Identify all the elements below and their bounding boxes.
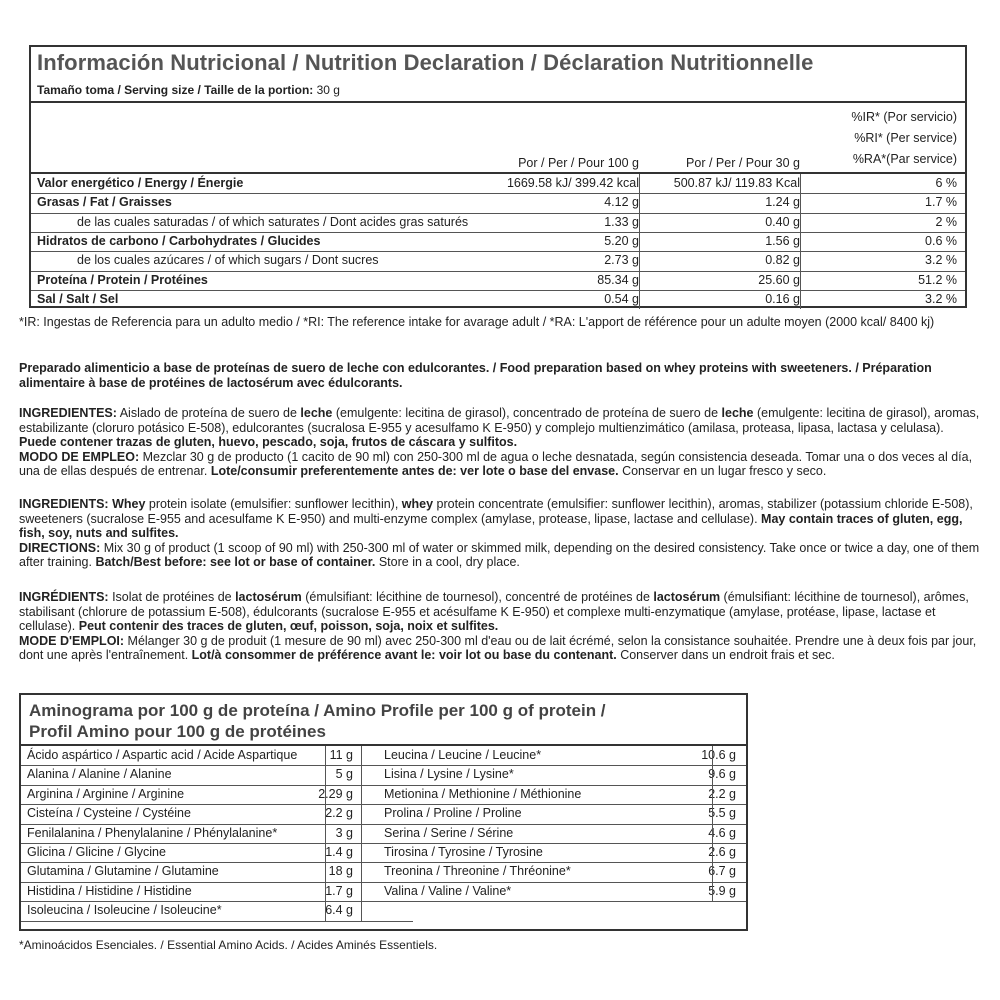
reference-intake-note: *IR: Ingestas de Referencia para un adulto medio / *RI: The reference intake for avarage adult / *RA: L'apport de référence pour un adulte moyen (2000 kcal/ 8400 kj) <box>19 315 935 329</box>
nutrient-per-100g: 1.33 g <box>604 214 639 229</box>
es-allergen-warning: Puede contener trazas de gluten, huevo, pescado, soja, frutos de cáscara y sulfitos. <box>19 435 518 449</box>
english-section <box>19 497 981 570</box>
header-divider <box>31 101 965 103</box>
amino-acid-name: Leucina / Leucine / Leucine* <box>384 748 542 762</box>
nutrient-ri: 6 % <box>935 176 957 190</box>
en-directions-label: DIRECTIONS: <box>19 540 101 555</box>
amino-acid-value: 6.7 g <box>708 864 736 879</box>
amino-acid-name: Arginina / Arginine / Arginine <box>27 786 185 801</box>
nutrient-per-100g: 0.54 g <box>604 291 639 306</box>
nutrient-per-30g: 1.56 g <box>765 233 800 248</box>
es-batch-text: Lote/consumir preferentemente antes de: ver lote o base del envase. <box>210 464 619 478</box>
serving-value: 30 g <box>316 83 340 97</box>
sep-100g <box>639 174 640 309</box>
col-header-30g: Por / Per / Pour 30 g <box>686 156 800 170</box>
amino-acid-name: Isoleucina / Isoleucine / Isoleucine* <box>27 903 222 918</box>
es-ing-allergen-2: leche <box>721 406 754 420</box>
fr-batch-text: Lot/à consommer de préférence avant le: voir lot ou base du contenant. <box>191 648 617 662</box>
nutrient-ri: 0.6 % <box>925 233 957 248</box>
ri-header-fr: %RA*(Par service) <box>852 152 957 166</box>
es-ingredients-label: INGREDIENTES: <box>19 406 117 420</box>
amino-acid-value: 9.6 g <box>708 767 736 782</box>
amino-acid-value: 1.4 g <box>325 845 353 859</box>
amino-title <box>29 700 606 742</box>
amino-sep-right-value <box>712 746 713 901</box>
es-ing-text-e: (emulgente: lecitina de girasol), aromas, estabilizante (cloruro potásico E-508), edulcorantes (sucralosa E-955 y acesulfamo K E-950) y complejo multienzimático (amilasa, proteasa, lipasa, lactasa y celulasa). <box>19 406 980 435</box>
nutrient-ri: 3.2 % <box>925 253 957 268</box>
en-ingredients-label: INGREDIENTS: <box>19 497 109 511</box>
amino-title-line-1: Aminograma por 100 g de proteína / Amino Profile per 100 g of protein / <box>29 701 606 720</box>
amino-acid-name: Ácido aspártico / Aspartic acid / Acide Aspartique <box>27 748 298 762</box>
nutrient-ri: 1.7 % <box>925 195 957 210</box>
amino-title-line-2: Profil Amino pour 100 g de protéines <box>29 722 326 741</box>
en-ing-allergen-1: Whey <box>112 497 146 511</box>
amino-acid-name: Glicina / Glicine / Glycine <box>27 845 166 859</box>
fr-storage-text: Conserver dans un endroit frais et sec. <box>616 648 835 662</box>
preparation-description <box>19 361 981 390</box>
amino-row-divider <box>361 901 746 902</box>
amino-acid-value: 1.7 g <box>325 883 353 898</box>
columns-divider <box>31 172 965 174</box>
en-storage-text: Store in a cool, dry place. <box>375 555 520 569</box>
ri-header-es: %IR* (Por servicio) <box>851 110 957 124</box>
amino-acid-value: 3 g <box>335 825 353 840</box>
amino-acid-name: Valina / Valine / Valine* <box>384 883 512 898</box>
amino-acid-value: 2.29 g <box>318 786 353 801</box>
amino-acid-value: 5.5 g <box>708 806 736 821</box>
amino-acid-value: 5.9 g <box>708 883 736 898</box>
nutrient-label: de las cuales saturadas / of which saturates / Dont acides gras saturés <box>77 214 469 229</box>
amino-header-divider <box>21 744 746 746</box>
nutrient-per-100g: 1669.58 kJ/ 399.42 kcal <box>506 176 639 190</box>
sep-30g <box>800 174 801 309</box>
es-ing-text-c: (emulgente: lecitina de girasol), concentrado de proteína de suero de <box>332 406 722 420</box>
amino-acid-name: Prolina / Proline / Proline <box>384 806 522 821</box>
amino-acid-value: 6.4 g <box>325 903 353 918</box>
essential-amino-note: *Aminoácidos Esenciales. / Essential Amino Acids. / Acides Aminés Essentiels. <box>19 938 438 952</box>
spanish-section <box>19 406 981 479</box>
nutrient-per-100g: 4.12 g <box>604 195 639 210</box>
en-batch-text: Batch/Best before: see lot or base of container. <box>95 555 376 569</box>
amino-acid-name: Serina / Serine / Sérine <box>384 825 514 840</box>
es-ing-allergen-1: leche <box>300 406 333 420</box>
nutrient-label: Proteína / Protein / Protéines <box>37 272 208 287</box>
amino-acid-value: 2.2 g <box>325 806 353 821</box>
row-divider <box>31 290 965 291</box>
fr-ing-allergen-2: lactosérum <box>653 590 721 604</box>
es-storage-text: Conservar en un lugar fresco y seco. <box>618 464 827 478</box>
nutrient-label: de los cuales azúcares / of which sugars / Dont sucres <box>77 253 379 268</box>
nutrient-per-30g: 25.60 g <box>758 272 800 287</box>
en-directions-text: Mix 30 g of product (1 scoop of 90 ml) with 250-300 ml of water or skimmed milk, depending on the desired consistency. Take once or twice a day, one of them after training. <box>19 540 980 569</box>
amino-acid-name: Glutamina / Glutamine / Glutamine <box>27 864 219 879</box>
en-ing-allergen-2: whey <box>401 497 434 511</box>
preparation-text: Preparado alimenticio a base de proteínas de suero de leche con edulcorantes. / Food preparation based on whey proteins with sweeteners. / Préparation alimentaire à base de protéines de lactosérum avec édulcorants. <box>19 361 932 390</box>
nutrient-per-100g: 5.20 g <box>604 233 639 248</box>
nutrient-per-30g: 500.87 kJ/ 119.83 Kcal <box>673 176 800 190</box>
nutrient-per-100g: 2.73 g <box>604 253 639 268</box>
fr-ing-text-e: (émulsifiant: lécithine de tournesol), arômes, stabilisant (chlorure de potassium E-508), édulcorants (sucralose E-955 et acésulfame K E-950) et complexe multi-enzymatique (amylase, protéase, lipase, lactase et cellulase). <box>19 590 969 633</box>
amino-acid-name: Cisteína / Cysteine / Cystéine <box>27 806 191 821</box>
amino-acid-name: Fenilalanina / Phenylalanine / Phénylalanine* <box>27 825 278 840</box>
amino-acid-value: 5 g <box>335 767 353 782</box>
amino-sep-left-value <box>325 746 326 921</box>
nutrient-label: Valor energético / Energy / Énergie <box>37 176 244 190</box>
fr-ingredients-label: INGRÉDIENTS: <box>19 590 109 604</box>
en-ing-text-d: protein concentrate (emulsifier: sunflower lecithin), aromas, stabilizer (potassium chloride E-508), sweeteners (sucralose E-955 and acesulfame K E-950) and multi-enzyme complex (amylase, protease, lipase, lactase and cellulase). <box>19 497 973 526</box>
nutrient-per-30g: 0.82 g <box>765 253 800 268</box>
serving-label: Tamaño toma / Serving size / Taille de la portion: <box>37 83 314 97</box>
amino-acid-name: Lisina / Lysine / Lysine* <box>384 767 514 782</box>
col-header-100g: Por / Per / Pour 100 g <box>518 156 639 170</box>
fr-allergen-warning: Peut contenir des traces de gluten, œuf, poisson, soja, noix et sulfites. <box>78 619 499 633</box>
french-section <box>19 590 981 663</box>
fr-directions-label: MODE D'EMPLOI: <box>19 633 125 648</box>
nutrient-per-100g: 85.34 g <box>597 272 639 287</box>
fr-ing-text-c: (émulsifiant: lécithine de tournesol), concentré de protéines de <box>301 590 654 604</box>
serving-size <box>37 83 340 97</box>
amino-profile-table <box>19 693 748 931</box>
nutrient-ri: 51.2 % <box>918 272 957 287</box>
nutrient-ri: 3.2 % <box>925 291 957 306</box>
nutrient-label: Hidratos de carbono / Carbohydrates / Glucides <box>37 233 321 248</box>
es-directions-label: MODO DE EMPLEO: <box>19 449 140 464</box>
nutrition-title: Información Nutricional / Nutrition Declaration / Déclaration Nutritionnelle <box>37 50 814 75</box>
nutrient-per-30g: 1.24 g <box>765 195 800 210</box>
amino-acid-value: 2.6 g <box>708 845 736 859</box>
es-directions-text: Mezclar 30 g de producto (1 cacito de 90 ml) con 250-300 ml de agua o leche desnatada, según consistencia deseada. Tomar una o dos veces al día, una de ellas después de entrenar. <box>19 449 973 478</box>
nutrient-label: Sal / Salt / Sel <box>37 291 119 306</box>
amino-row-divider <box>21 921 413 922</box>
amino-acid-value: 4.6 g <box>708 825 736 840</box>
amino-acid-value: 10.6 g <box>701 748 736 762</box>
es-ing-text-a: Aislado de proteína de suero de <box>116 406 301 420</box>
amino-acid-name: Tirosina / Tyrosine / Tyrosine <box>384 845 543 859</box>
nutrition-table <box>29 45 967 308</box>
amino-acid-name: Alanina / Alanine / Alanine <box>27 767 172 782</box>
ri-header-en: %RI* (Per service) <box>854 131 957 145</box>
fr-ing-allergen-1: lactosérum <box>235 590 302 604</box>
amino-acid-name: Metionina / Methionine / Méthionine <box>384 786 582 801</box>
amino-acid-value: 2.2 g <box>708 786 736 801</box>
amino-acid-name: Histidina / Histidine / Histidine <box>27 883 192 898</box>
amino-acid-value: 11 g <box>329 748 353 762</box>
amino-acid-value: 18 g <box>328 864 353 879</box>
en-allergen-warning: May contain traces of gluten, egg, fish, soy, nuts and sulfites. <box>19 511 963 540</box>
nutrient-per-30g: 0.16 g <box>765 291 800 306</box>
fr-directions-text: Mélanger 30 g de produit (1 mesure de 90 ml) avec 250-300 ml d'eau ou de lait écrémé, selon la consistance souhaitée. Prendre une à deux fois par jour, dont une après l'entraînement. <box>19 633 977 662</box>
amino-sep-middle <box>361 746 362 921</box>
amino-acid-name: Treonina / Threonine / Thréonine* <box>384 864 571 879</box>
nutrient-ri: 2 % <box>935 214 957 229</box>
nutrient-per-30g: 0.40 g <box>765 214 800 229</box>
fr-ing-text-a: Isolat de protéines de <box>108 590 236 604</box>
nutrient-label: Grasas / Fat / Graisses <box>37 195 172 210</box>
en-ing-text-b: protein isolate (emulsifier: sunflower lecithin), <box>145 497 402 511</box>
